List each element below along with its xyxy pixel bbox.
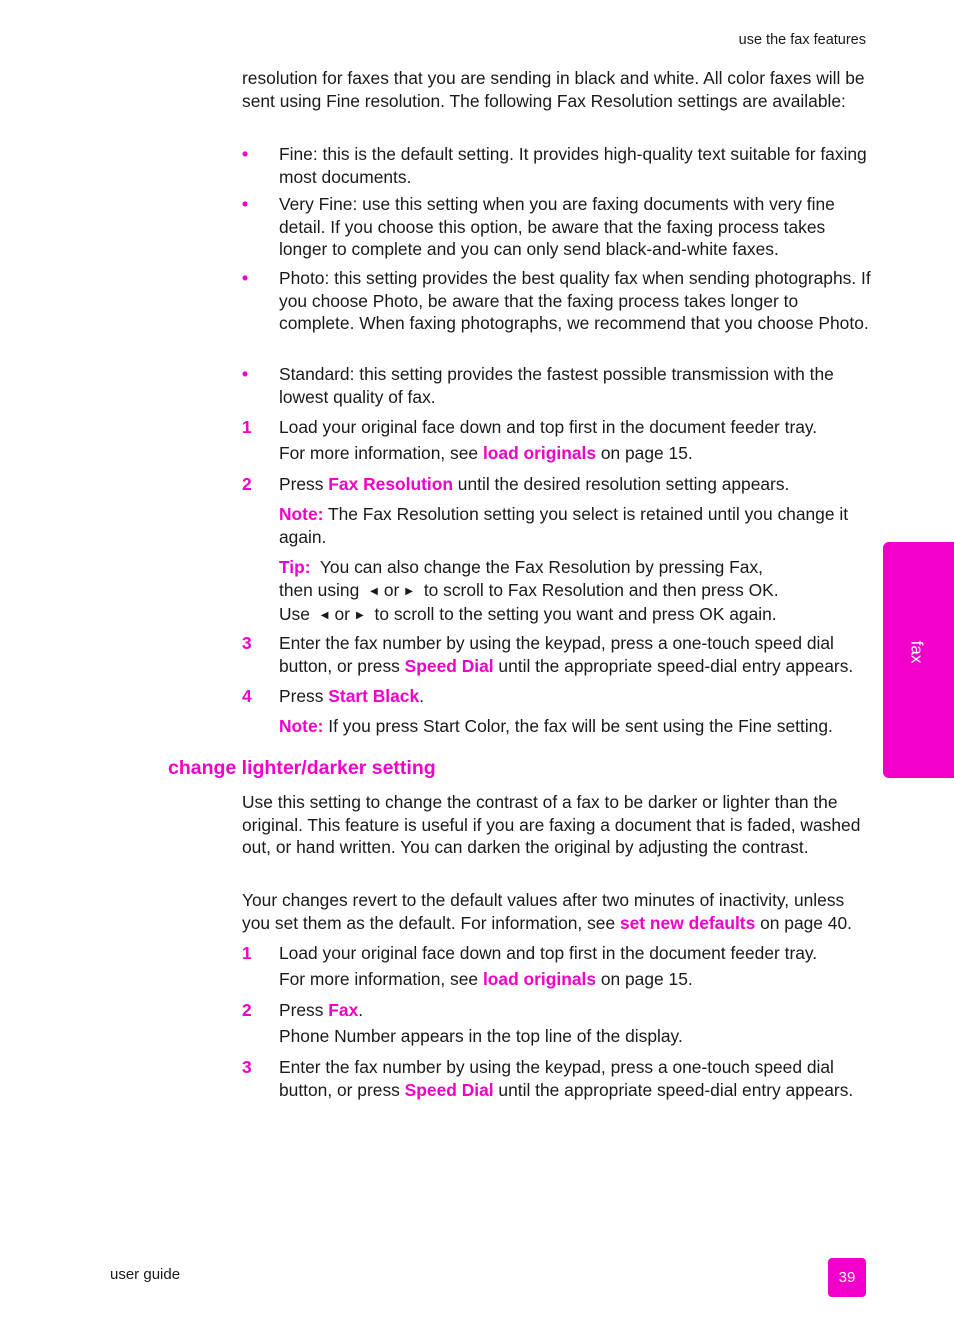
step-2-note [279,503,874,548]
section-paragraph-2 [242,889,872,934]
step-2-sub: Phone Number appears in the top line of the display. [279,1026,683,1046]
step-number: 2 [242,1000,252,1020]
bullet-text: Fine: this is the default setting. It provides high-quality text suitable for faxing most documents. [279,144,867,187]
bullet-item-fine [242,143,872,188]
chapter-side-tab [883,542,954,778]
fax-button-label[interactable]: Fax [328,1000,359,1020]
bullet-text: Standard: this setting provides the fastest possible transmission with the lowest quality of fax. [279,364,834,407]
step-number: 1 [242,943,252,963]
step-number: 2 [242,474,252,494]
step-text [279,473,872,496]
tip-line3-post: to scroll to the setting you want and press OK again. [374,604,777,625]
step-2-tip [279,556,874,628]
note-text: If you press Start Color, the fax will be sent using the Fine setting. [323,716,833,736]
step-1-more-info [279,442,874,465]
step-number: 3 [242,1057,252,1077]
bullet-marker: • [242,194,249,214]
more-info-text: For more information, see [279,969,483,989]
tip-text: You can also change the Fax Resolution by pressing Fax, [310,557,763,577]
load-originals-link[interactable]: load originals [482,443,596,463]
fax-resolution-button-label[interactable]: Fax Resolution [328,474,453,494]
step-text-pre: Press [279,686,329,706]
step-text-pre: Press [279,1000,329,1020]
step-text-pre: Press [279,474,329,494]
step-1 [242,942,872,965]
side-tab-label: fax [907,640,927,664]
paragraph-text [242,889,872,934]
left-arrow-icon: ◀ [370,585,378,597]
more-info-text: For more information, see [279,443,483,463]
step-text-post: until the appropriate speed-dial entry appears. [493,1079,854,1100]
step-number: 3 [242,633,252,653]
note-label: Note: [279,504,324,524]
step-4-note [279,715,874,738]
set-new-defaults-link[interactable]: set new defaults [619,912,756,933]
step-3 [242,1056,872,1101]
section-paragraph-1 [242,791,872,859]
speed-dial-button-label[interactable]: Speed Dial [404,655,494,676]
paragraph-text-post: on page 40. [755,912,852,933]
step-1 [242,416,872,439]
more-info-page: on page 15. [596,443,693,463]
tip-line2-pre: then using [279,579,360,600]
right-arrow-icon: ▶ [405,585,413,597]
step-2 [242,999,872,1022]
step-2 [242,473,872,496]
footer-guide-title: user guide [110,1266,181,1283]
right-arrow-icon: ▶ [355,610,364,622]
step-text-post: until the appropriate speed-dial entry appears. [493,655,854,676]
bullet-marker: • [242,268,249,288]
step-text [279,1056,872,1101]
bullet-item-very-fine [242,193,872,261]
step-text-pre: Enter the fax number by using the keypad, press a one-touch speed dial button, or press [279,633,834,676]
note-label: Note: [279,716,324,736]
bullet-marker: • [242,144,249,164]
tip-or: or [383,579,400,600]
step-number: 1 [242,417,252,437]
step-text [279,999,872,1022]
step-3 [242,632,872,677]
step-text: Load your original face down and top first in the document feeder tray. [279,943,818,963]
step-4 [242,685,872,708]
bullet-text: Very Fine: use this setting when you are faxing documents with very fine detail. If you choose this option, be aware that the faxing process takes longer to complete and you can only send black-and-white faxes. [279,194,835,260]
intro-text: resolution for faxes that you are sending in black and white. All color faxes will be sent using Fine resolution. The following Fax Resolution settings are available: [242,68,865,111]
note-text: The Fax Resolution setting you select is retained until you change it again. [279,504,849,547]
bullet-text: Photo: this setting provides the best quality fax when sending photographs. If you choose Photo, be aware that the faxing process takes longer to complete. When faxing photographs, we recommend that you choose Photo. [279,268,871,334]
tip-line2-post: to scroll to Fax Resolution and then press OK. [423,579,779,600]
step-text [279,685,872,708]
step-text-post: until the desired resolution setting appears. [452,474,790,494]
speed-dial-button-label[interactable]: Speed Dial [404,1079,494,1100]
section-heading: change lighter/darker setting [168,757,436,779]
step-text-post: . [358,1000,364,1020]
intro-paragraph [242,67,872,112]
step-number: 4 [242,686,252,706]
start-black-button-label[interactable]: Start Black [328,686,420,706]
page-number: 39 [828,1258,866,1297]
running-head: use the fax features [738,32,866,48]
step-1-more-info [279,968,874,991]
paragraph-text-pre: Your changes revert to the default values after two minutes of inactivity, unless you set them as the default. For information, see [242,890,845,933]
left-arrow-icon: ◀ [320,610,329,622]
bullet-marker: • [242,364,249,384]
step-text: Load your original face down and top first in the document feeder tray. [279,417,818,437]
tip-or: or [334,604,350,625]
paragraph-text: Use this setting to change the contrast of a fax to be darker or lighter than the original. This feature is useful if you are faxing a document that is faded, washed out, or hand written. You can darken the original by adjusting the contrast. [242,792,861,858]
step-text-post: . [419,686,424,706]
tip-label: Tip: [279,557,311,577]
bullet-item-standard [242,363,872,408]
step-text [279,632,872,677]
bullet-item-photo [242,267,872,335]
load-originals-link[interactable]: load originals [482,969,596,989]
step-text-pre: Enter the fax number by using the keypad, press a one-touch speed dial button, or press [279,1057,834,1100]
tip-line3-pre: Use [279,604,310,625]
more-info-page: on page 15. [596,969,693,989]
